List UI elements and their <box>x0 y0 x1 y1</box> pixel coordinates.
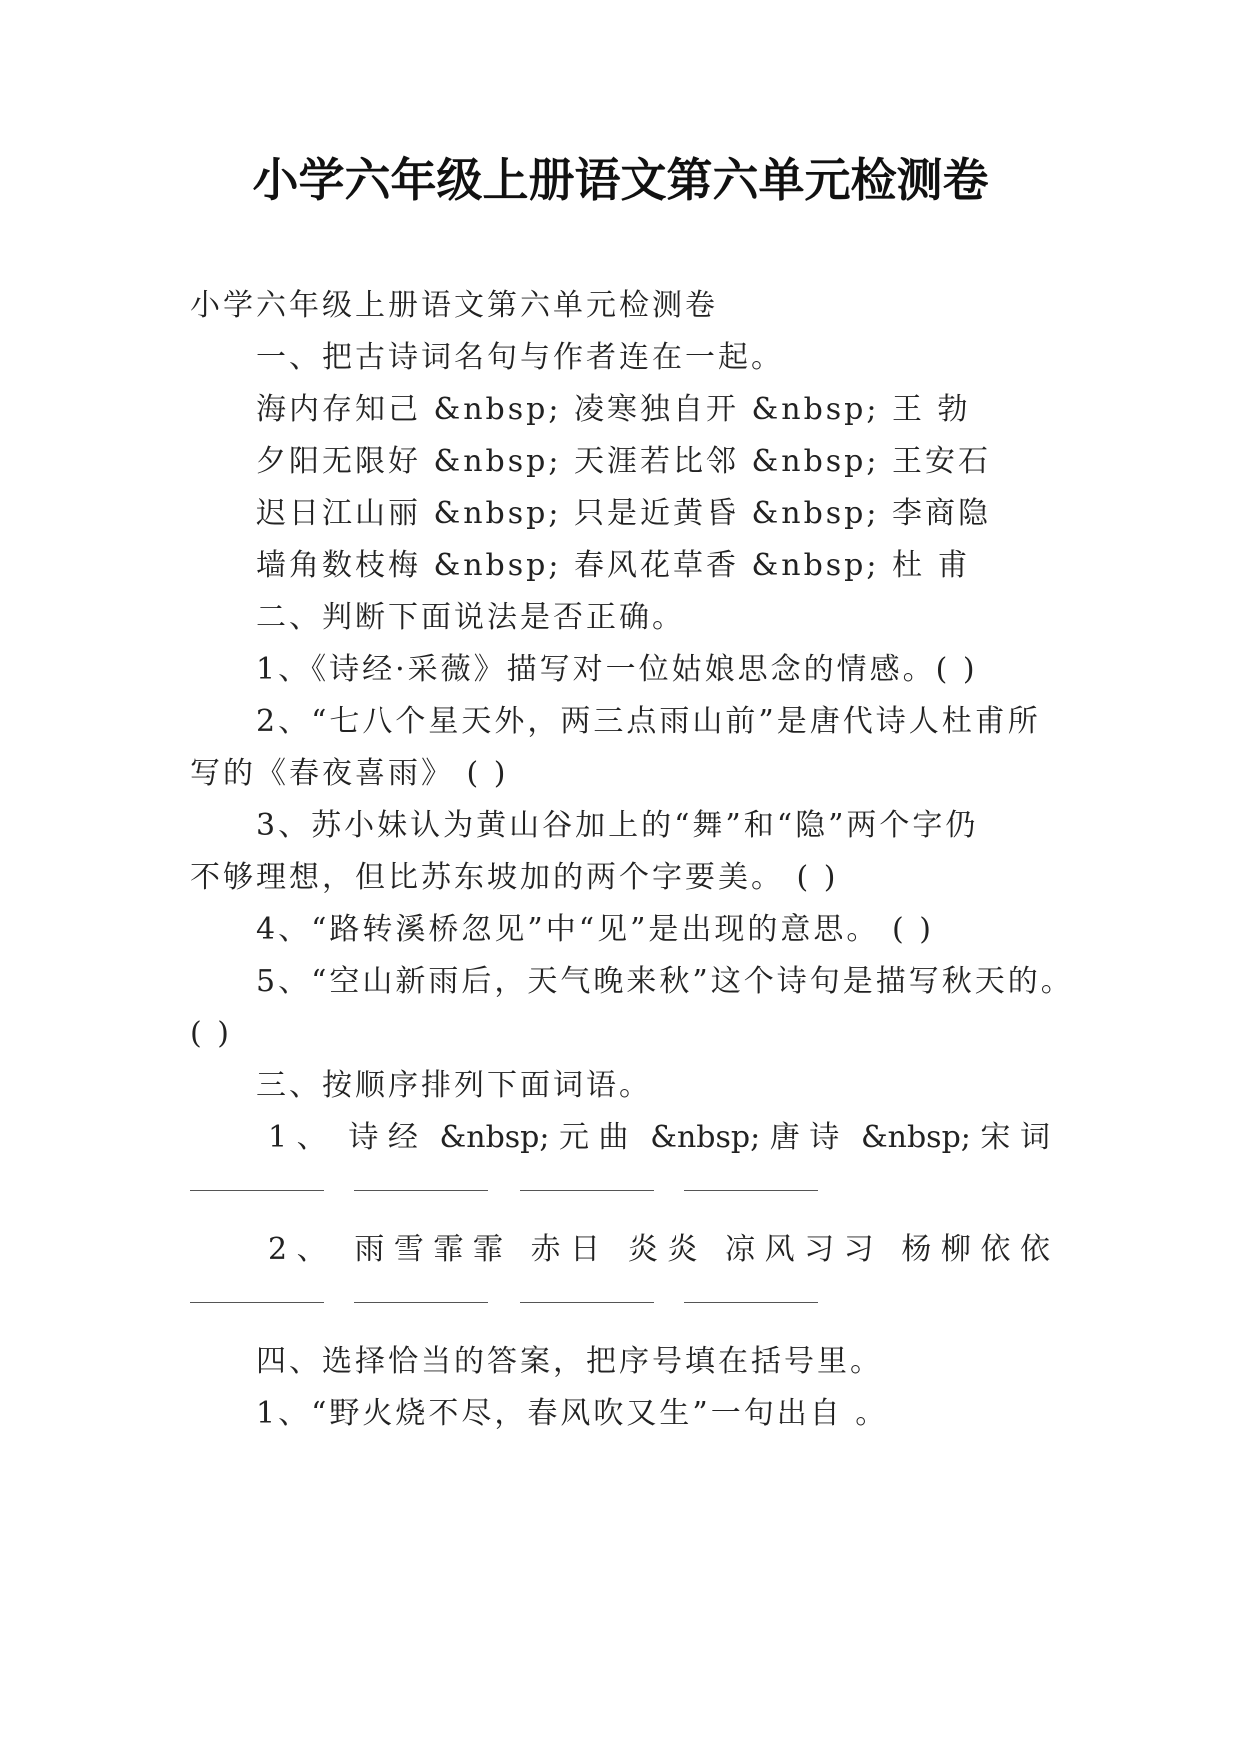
matching-row-3: 迟日江山丽 &nbsp; 只是近黄昏 &nbsp; 李商隐 <box>256 496 992 531</box>
answer-blank[interactable] <box>520 1302 654 1303</box>
answer-blank[interactable] <box>684 1302 818 1303</box>
section-4-heading: 四、选择恰当的答案，把序号填在括号里。 <box>256 1344 883 1379</box>
answer-blank[interactable] <box>354 1190 488 1191</box>
answer-blank[interactable] <box>190 1190 324 1191</box>
ordering-word: &nbsp; 唐 诗 <box>650 1120 840 1155</box>
answer-blanks-row-2 <box>190 1302 1050 1304</box>
ordering-word: 杨 柳 依 依 <box>901 1232 1050 1267</box>
answer-blank[interactable] <box>520 1190 654 1191</box>
ordering-word: 炎 炎 <box>627 1232 698 1267</box>
matching-row-4: 墙角数枝梅 &nbsp; 春风花草香 &nbsp; 杜 甫 <box>256 548 971 583</box>
judge-question-2-line-1: 2、“七八个星天外，两三点雨山前”是唐代诗人杜甫所 <box>256 704 1041 739</box>
answer-blank[interactable] <box>684 1190 818 1191</box>
ordering-word: &nbsp; 元 曲 <box>439 1120 629 1155</box>
judge-question-3-line-2: 不够理想，但比苏东坡加的两个字要美。 ( ) <box>190 860 839 895</box>
judge-question-4: 4、“路转溪桥忽见”中“见”是出现的意思。 ( ) <box>256 912 934 947</box>
judge-question-5-line-1: 5、“空山新雨后，天气晚来秋”这个诗句是描写秋天的。 <box>256 964 1074 999</box>
ordering-word: 雨 雪 霏 霏 <box>354 1232 503 1267</box>
page-title: 小学六年级上册语文第六单元检测卷 <box>252 153 989 207</box>
section-2-heading: 二、判断下面说法是否正确。 <box>256 600 685 635</box>
judge-question-3-line-1: 3、苏小妹认为黄山谷加上的“舞”和“隐”两个字仍 <box>256 808 979 843</box>
ordering-item-2-number: 2 、 <box>268 1232 327 1267</box>
section-3-heading: 三、按顺序排列下面词语。 <box>256 1068 652 1103</box>
ordering-item-1-number: 1 、 <box>268 1120 327 1155</box>
choice-question-1: 1、“野火烧不尽，春风吹又生”一句出自 。 <box>256 1396 889 1431</box>
answer-blank[interactable] <box>190 1302 324 1303</box>
matching-row-2: 夕阳无限好 &nbsp; 天涯若比邻 &nbsp; 王安石 <box>256 444 992 479</box>
judge-question-2-line-2: 写的《春夜喜雨》 ( ) <box>190 756 509 791</box>
document-subtitle: 小学六年级上册语文第六单元检测卷 <box>190 288 718 323</box>
ordering-word: 诗 经 <box>348 1120 418 1155</box>
ordering-word: 赤 日 <box>530 1232 601 1267</box>
section-1-heading: 一、把古诗词名句与作者连在一起。 <box>256 340 784 375</box>
matching-row-1: 海内存知己 &nbsp; 凌寒独自开 &nbsp; 王 勃 <box>256 392 971 427</box>
answer-blanks-row-1 <box>190 1190 1050 1192</box>
judge-question-1: 1、《诗经·采薇》描写对一位姑娘思念的情感。( ) <box>256 652 978 687</box>
answer-blank[interactable] <box>354 1302 488 1303</box>
ordering-item-2 <box>268 1228 1050 1272</box>
ordering-item-1 <box>268 1116 1050 1160</box>
judge-question-5-line-2: ( ) <box>190 1016 232 1051</box>
ordering-word: &nbsp; 宋 词 <box>860 1120 1050 1155</box>
ordering-word: 凉 风 习 习 <box>725 1232 874 1267</box>
